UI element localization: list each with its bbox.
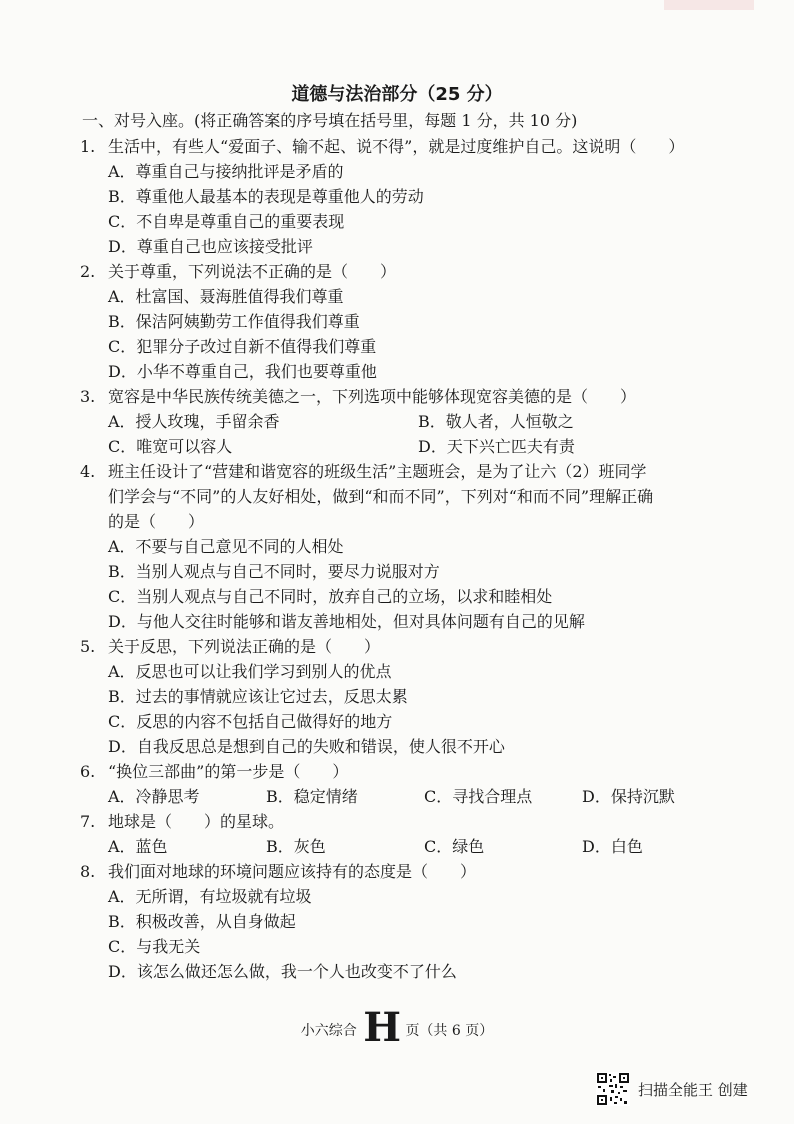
question-number: 2. bbox=[80, 262, 96, 281]
question-5 bbox=[80, 634, 740, 759]
option-a: A．反思也可以让我们学习到别人的优点 bbox=[108, 662, 392, 681]
question-number: 5. bbox=[80, 637, 96, 656]
question-text-cont: 们学会与“不同”的人友好相处，做到“和而不同”，下列对“和而不同”理解正确 bbox=[108, 487, 654, 506]
option-b: B．尊重他人最基本的表现是尊重他人的劳动 bbox=[108, 187, 424, 206]
option-c: C．唯宽可以容人 bbox=[108, 437, 233, 456]
option-c: C．反思的内容不包括自己做得好的地方 bbox=[108, 712, 393, 731]
option-d: D．该怎么做还怎么做，我一个人也改变不了什么 bbox=[108, 962, 457, 981]
option-d: D．与他人交往时能够和谐友善地相处，但对具体问题有自己的见解 bbox=[108, 612, 585, 631]
option-b: B．当别人观点与自己不同时，要尽力说服对方 bbox=[108, 562, 440, 581]
question-1 bbox=[80, 134, 740, 259]
question-number: 4. bbox=[80, 462, 96, 481]
question-text: 宽容是中华民族传统美德之一，下列选项中能够体现宽容美德的是（ ） bbox=[108, 387, 637, 406]
section-heading: 一、对号入座。(将正确答案的序号填在括号里，每题 1 分，共 10 分) bbox=[82, 111, 578, 130]
option-a: A．冷静思考 bbox=[108, 787, 200, 806]
option-a: A．尊重自己与接纳批评是矛盾的 bbox=[108, 162, 344, 181]
question-text: 班主任设计了“营建和谐宽容的班级生活”主题班会，是为了让六（2）班同学 bbox=[108, 462, 647, 481]
question-text: 我们面对地球的环境问题应该持有的态度是（ ） bbox=[108, 862, 477, 881]
question-number: 8. bbox=[80, 862, 96, 881]
question-3 bbox=[80, 384, 740, 459]
option-c: C．与我无关 bbox=[108, 937, 201, 956]
scanner-label: 扫描全能王 创建 bbox=[638, 1080, 748, 1099]
option-b: B．积极改善，从自身做起 bbox=[108, 912, 296, 931]
page-footer bbox=[0, 1004, 794, 1051]
question-2 bbox=[80, 259, 740, 384]
option-d: D．小华不尊重自己，我们也要尊重他 bbox=[108, 362, 377, 381]
option-d: D．天下兴亡匹夫有责 bbox=[418, 437, 575, 456]
question-6 bbox=[80, 759, 740, 809]
option-d: D．保持沉默 bbox=[582, 787, 675, 806]
question-text: “换位三部曲”的第一步是（ ） bbox=[108, 762, 349, 781]
question-4 bbox=[80, 459, 740, 634]
question-8 bbox=[80, 859, 740, 984]
question-number: 1. bbox=[80, 137, 96, 156]
question-text: 地球是（ ）的星球。 bbox=[108, 812, 285, 831]
option-d: D．白色 bbox=[582, 837, 643, 856]
option-b: B．敬人者，人恒敬之 bbox=[418, 412, 574, 431]
option-b: B．稳定情绪 bbox=[266, 787, 358, 806]
option-c: C．当别人观点与自己不同时，放弃自己的立场，以求和睦相处 bbox=[108, 587, 553, 606]
option-d: D．自我反思总是想到自己的失败和错误，使人很不开心 bbox=[108, 737, 505, 756]
option-a: A．蓝色 bbox=[108, 837, 168, 856]
option-a: A．杜富国、聂海胜值得我们尊重 bbox=[108, 287, 344, 306]
qr-code-icon bbox=[596, 1072, 630, 1106]
option-b: B．灰色 bbox=[266, 837, 326, 856]
option-a: A．不要与自己意见不同的人相处 bbox=[108, 537, 344, 556]
question-number: 6. bbox=[80, 762, 96, 781]
question-list bbox=[80, 134, 740, 984]
page-title: 道德与法治部分（25 分） bbox=[291, 84, 503, 105]
question-number: 3. bbox=[80, 387, 96, 406]
option-b: B．保洁阿姨勤劳工作值得我们尊重 bbox=[108, 312, 360, 331]
question-text: 关于尊重，下列说法不正确的是（ ） bbox=[108, 262, 397, 281]
question-text-cont: 的是（ ） bbox=[108, 512, 205, 531]
option-b: B．过去的事情就应该让它过去，反思太累 bbox=[108, 687, 408, 706]
scan-blemish bbox=[664, 0, 754, 10]
question-text: 关于反思，下列说法正确的是（ ） bbox=[108, 637, 381, 656]
option-a: A．无所谓，有垃圾就有垃圾 bbox=[108, 887, 312, 906]
option-c: C．不自卑是尊重自己的重要表现 bbox=[108, 212, 345, 231]
footer-mark: H bbox=[363, 1004, 399, 1051]
option-d: D．尊重自己也应该接受批评 bbox=[108, 237, 313, 256]
option-c: C．寻找合理点 bbox=[424, 787, 533, 806]
footer-page: 页（共 6 页） bbox=[405, 1023, 494, 1039]
option-c: C．绿色 bbox=[424, 837, 485, 856]
scanner-watermark bbox=[596, 1072, 748, 1106]
question-7 bbox=[80, 809, 740, 859]
option-c: C．犯罪分子改过自新不值得我们尊重 bbox=[108, 337, 377, 356]
question-number: 7. bbox=[80, 812, 96, 831]
option-a: A．授人玫瑰，手留余香 bbox=[108, 412, 280, 431]
question-text: 生活中，有些人“爱面子、输不起、说不得”，就是过度维护自己。这说明（ ） bbox=[108, 137, 685, 156]
footer-subject: 小六综合 bbox=[300, 1023, 357, 1039]
